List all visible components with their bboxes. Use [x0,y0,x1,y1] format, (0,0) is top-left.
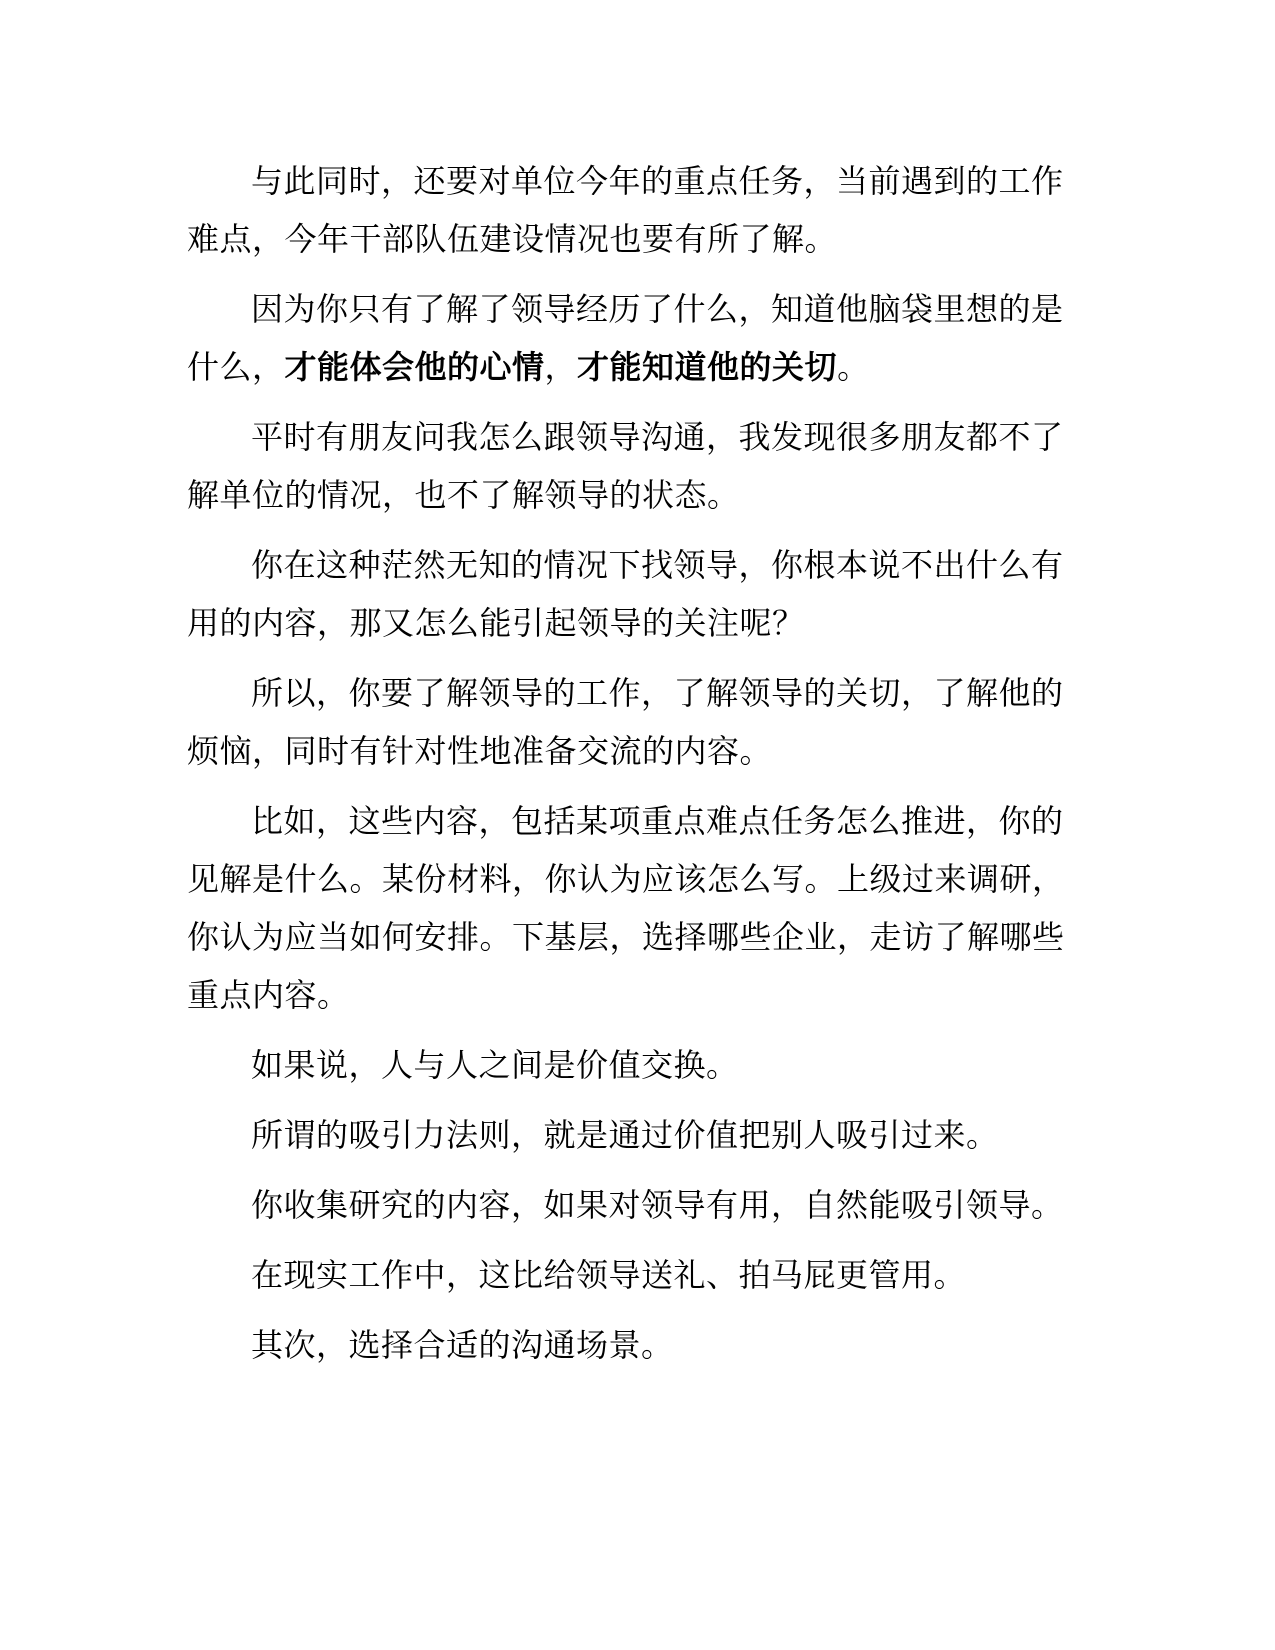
paragraph-2-sep: ， [544,348,578,386]
paragraph-2-text: 因为你只有了解了领导经历了什么，知道他脑袋里想的是什么， [187,290,1064,386]
document-page [187,152,1087,1386]
paragraph-9: 你收集研究的内容，如果对领导有用，自然能吸引领导。 [251,1186,1064,1224]
paragraph-1: 与此同时，还要对单位今年的重点任务，当前遇到的工作难点，今年干部队伍建设情况也要有所了解。 [187,162,1064,258]
paragraph-2-bold-2: 才能知道他的关切 [577,348,838,386]
paragraph-8: 所谓的吸引力法则，就是通过价值把别人吸引过来。 [251,1116,999,1154]
paragraph-10: 在现实工作中，这比给领导送礼、拍马屁更管用。 [251,1256,967,1294]
paragraph-7: 如果说，人与人之间是价值交换。 [251,1046,739,1084]
paragraph-2 [187,280,1087,396]
paragraph-5: 所以，你要了解领导的工作，了解领导的关切，了解他的烦恼，同时有针对性地准备交流的内容。 [187,674,1064,770]
paragraph-4: 你在这种茫然无知的情况下找领导，你根本说不出什么有用的内容，那又怎么能引起领导的关注呢？ [187,546,1064,642]
paragraph-2-bold-1: 才能体会他的心情 [284,348,545,386]
paragraph-3: 平时有朋友问我怎么跟领导沟通，我发现很多朋友都不了解单位的情况，也不了解领导的状态。 [187,418,1064,514]
paragraph-11: 其次，选择合适的沟通场景。 [251,1326,674,1364]
paragraph-6: 比如，这些内容，包括某项重点难点任务怎么推进，你的见解是什么。某份材料，你认为应该怎么写。上级过来调研，你认为应当如何安排。下基层，选择哪些企业，走访了解哪些重点内容。 [187,802,1065,1014]
paragraph-2-end: 。 [837,348,870,386]
